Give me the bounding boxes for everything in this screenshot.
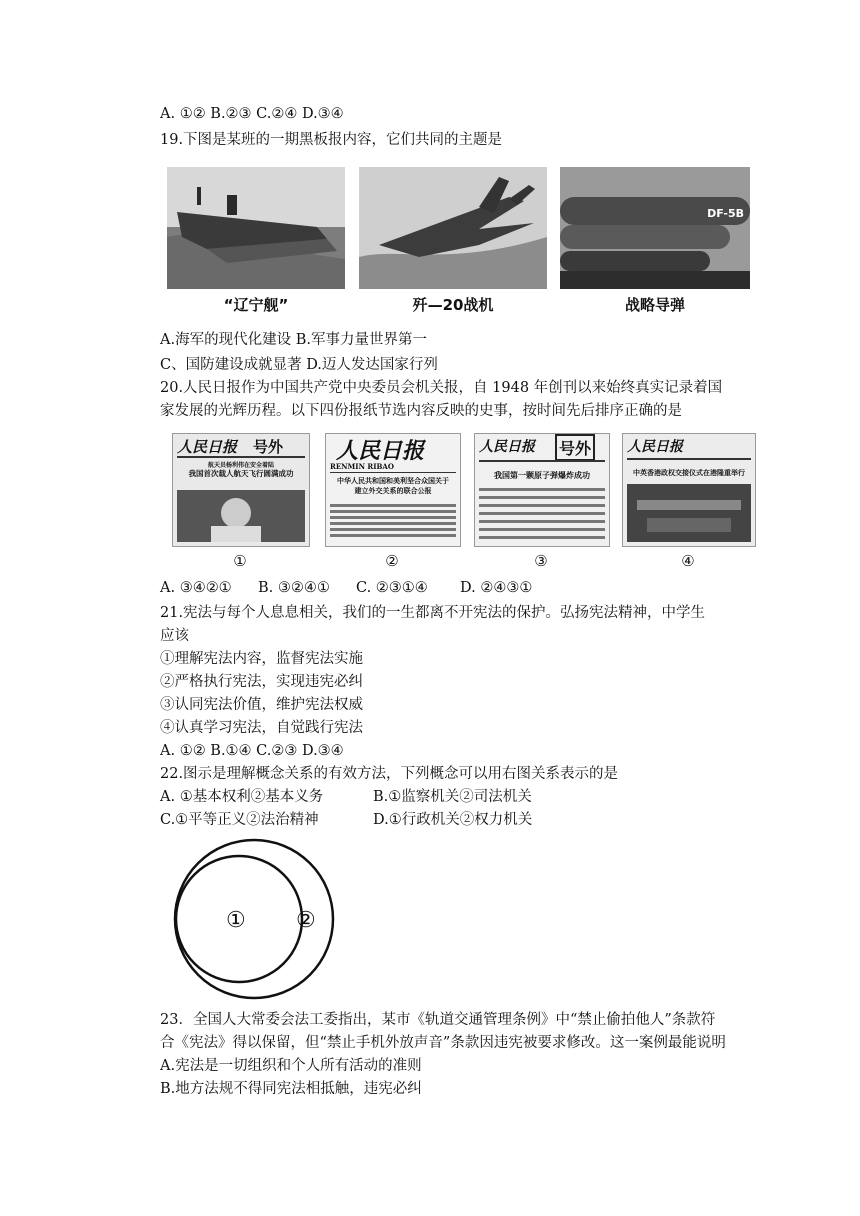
newspaper-1-masthead: 人民日报	[177, 438, 238, 456]
j20-photo	[359, 167, 547, 289]
newspaper-1-headline: 我国首次载人航天飞行圆满成功	[188, 469, 294, 478]
q21-stem-2: 应该	[160, 628, 189, 644]
q19-options-1: A.海军的现代化建设 B.军事力量世界第一	[160, 332, 427, 348]
newspaper-3-masthead: 人民日报	[479, 439, 535, 455]
q20-stem-2: 家发展的光辉历程。以下四份报纸节选内容反映的史事，按时间先后排序正确的是	[160, 403, 682, 419]
newspaper-4-headline: 中英香港政权交接仪式在港隆重举行	[633, 468, 745, 477]
newspaper-label-3: ③	[534, 552, 548, 570]
q22-option-a: A. ①基本权利②基本义务	[160, 789, 324, 805]
q19-options-2: C、国防建设成就显著 D.迈人发达国家行列	[160, 357, 438, 373]
newspaper-1-extra: 号外	[253, 438, 284, 456]
missile-marking: DF-5B	[707, 207, 744, 220]
q20-option-d: D. ②④③①	[460, 580, 533, 596]
q20-option-b: B. ③②④①	[258, 580, 330, 596]
diagram-label-1: ①	[226, 908, 246, 933]
newspaper-label-1: ①	[233, 552, 247, 570]
q21-options: A. ①② B.①④ C.②③ D.③④	[160, 743, 344, 759]
q21-item-4: ④认真学习宪法，自觉践行宪法	[160, 720, 363, 736]
newspaper-1-sub: 航天员杨利伟在安全着陆	[207, 462, 274, 469]
q18-options: A. ①② B.②③ C.②④ D.③④	[160, 106, 344, 122]
q22-option-b: B.①监察机关②司法机关	[373, 789, 532, 805]
newspaper-3	[474, 433, 610, 547]
q23-option-b: B.地方法规不得同宪法相抵触，违宪必纠	[160, 1081, 422, 1097]
newspaper-1	[172, 433, 310, 547]
newspaper-4-masthead: 人民日报	[627, 439, 683, 455]
newspaper-4-photo	[627, 484, 751, 542]
carrier-caption: “辽宁舰”	[223, 296, 289, 314]
q22-option-d: D.①行政机关②权力机关	[373, 812, 533, 828]
q22-stem: 22.图示是理解概念关系的有效方法，下列概念可以用右图关系表示的是	[160, 766, 619, 782]
q21-item-1: ①理解宪法内容，监督宪法实施	[160, 651, 363, 667]
newspaper-2-masthead: 人民日报	[336, 438, 425, 464]
q22-option-c: C.①平等正义②法治精神	[160, 812, 319, 828]
newspaper-label-2: ②	[385, 552, 399, 570]
missile-caption: 战略导弹	[624, 296, 685, 314]
q21-item-2: ②严格执行宪法，实现违宪必纠	[160, 674, 363, 690]
q21-stem-1: 21.宪法与每个人息息相关，我们的一生都离不开宪法的保护。弘扬宪法精神，中学生	[160, 605, 706, 621]
j20-caption: 歼—20战机	[412, 296, 494, 314]
newspaper-2-headline: 中华人民共和国和美利坚合众国关于建立外交关系的联合公报	[337, 476, 449, 495]
q20-stem-1: 20.人民日报作为中国共产党中央委员会机关报，自 1948 年创刊以来始终真实记录着国	[160, 380, 723, 396]
q23-stem-1: 23．全国人大常委会法工委指出，某市《轨道交通管理条例》中“禁止偷拍他人”条款符	[160, 1012, 716, 1028]
newspaper-2	[325, 433, 461, 547]
newspaper-1-photo	[177, 490, 305, 542]
newspaper-label-4: ④	[681, 552, 695, 570]
newspaper-2-extra: RENMIN RIBAO	[330, 462, 394, 471]
diagram-label-2: ②	[296, 908, 316, 933]
q23-option-a: A.宪法是一切组织和个人所有活动的准则	[160, 1058, 422, 1074]
q20-option-a: A. ③④②①	[160, 580, 232, 596]
missile-photo	[560, 167, 750, 289]
q21-item-3: ③认同宪法价值，维护宪法权威	[160, 697, 363, 713]
q23-stem-2: 合《宪法》得以保留，但“禁止手机外放声音”条款因违宪被要求修改。这一案例最能说明	[160, 1035, 726, 1051]
q19-stem: 19.下图是某班的一期黑板报内容，它们共同的主题是	[160, 132, 503, 148]
q20-option-c: C. ②③①④	[356, 580, 428, 596]
newspaper-3-headline: 我国第一颗原子弹爆炸成功	[494, 470, 590, 480]
newspaper-4	[622, 433, 756, 547]
newspaper-3-extra: 号外	[555, 434, 595, 461]
carrier-photo	[167, 167, 345, 289]
